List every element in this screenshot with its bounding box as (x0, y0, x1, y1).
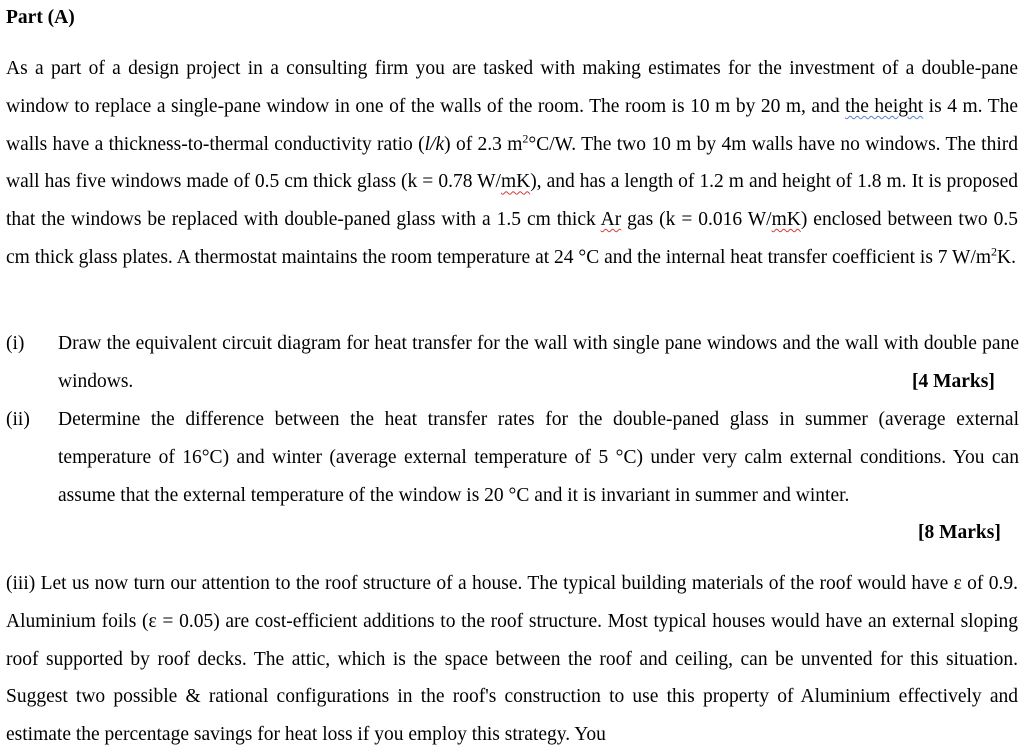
text-run: °C/W. The two 10 m by 4m walls have no windows. The third wall has five windows made of 0.5 cm thick glass (k = 0.78 W/ (6, 133, 1019, 193)
marks-label: [8 Marks] (918, 522, 1001, 543)
grammar-flagged-text: the height (845, 95, 924, 117)
item-text: Draw the equivalent circuit diagram for heat transfer for the wall with single pane windows and the wall with double pane windows. (58, 333, 1019, 392)
marks-label: [4 Marks] (912, 371, 995, 392)
text-run: ), and has a length of 1.2 m and height of 1.8 m. It is proposed that the windows be replaced with double-paned glass with a 1.5 cm thick (6, 171, 1018, 231)
item-text: Determine the difference between the heat transfer rates for the double-paned glass in summer (average external temperature of 16°C) and winter (average external temperature of 5 °C) under very calm external conditions. You can assume that the external temperature of the window is 20 °C and it is invariant in summer and winter. (58, 409, 1019, 506)
text-run: K. (997, 246, 1017, 268)
text-run: is 4 m. The walls have a thickness-to-thermal conductivity ratio ( (6, 95, 1018, 155)
spelling-flagged-text: Ar (600, 209, 622, 231)
superscript: 2 (991, 244, 998, 259)
text-run: As a part of a design project in a consulting firm you are tasked with making estimates for the investment of a double-pane window to replace a single-pane window in one of the walls of the room. The room is 10 m by 20 m, and (6, 58, 1018, 117)
text-run: ) enclosed between two 0.5 cm thick glass plates. A thermostat maintains the room temperature at 24 °C and the internal heat transfer coefficient is 7 W/m (6, 209, 1018, 268)
text-run: gas (k = 0.016 W/ (621, 209, 772, 231)
item-number: (i) (6, 333, 25, 354)
text-run: ) of 2.3 m (444, 133, 523, 155)
problem-statement-paragraph (6, 50, 1018, 277)
spelling-flagged-text: mK (500, 171, 531, 193)
superscript: 2 (522, 131, 529, 146)
italic-text: l/k (424, 133, 445, 155)
item-number: (ii) (6, 409, 30, 430)
question-item-iii-paragraph: (iii) Let us now turn our attention to the roof structure of a house. The typical building materials of the roof would have ε of 0.9. Aluminium foils (ε = 0.05) are cost-efficient additions to the roof structure. Most typical houses would have an external sloping roof supported by roof decks. The attic, which is the space between the roof and ceiling, can be unvented for this situation. Suggest two possible & rational configurations in the roof's construction to use this property of Aluminium effectively and estimate the percentage savings for heat loss if you employ this strategy. You (6, 573, 1018, 746)
spelling-flagged-text: mK (771, 209, 801, 231)
section-heading: Part (A) (6, 7, 75, 28)
